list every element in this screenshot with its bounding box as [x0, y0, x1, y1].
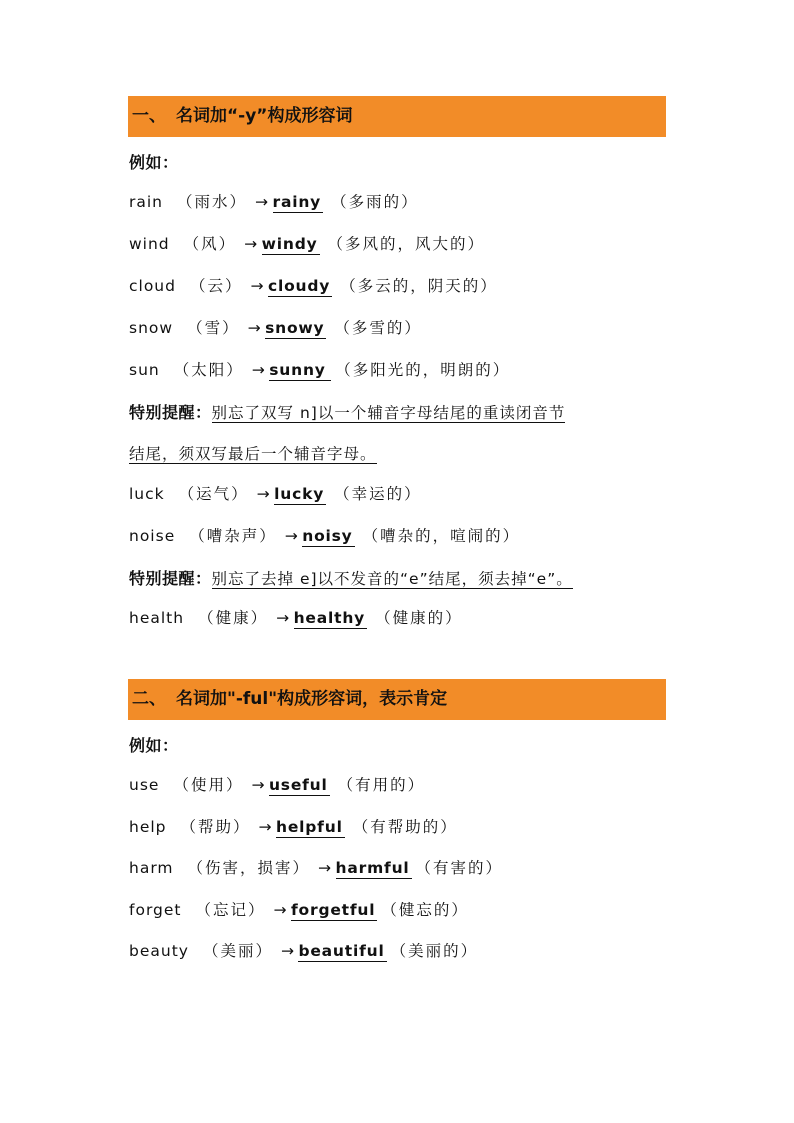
special-tip-1 [129, 400, 565, 423]
word-row [129, 482, 422, 505]
noun-word: cloud [129, 277, 176, 295]
noun-meaning: （嘈杂声） [189, 527, 277, 545]
arrow-icon: → [284, 527, 299, 545]
noun-meaning: （雨水） [177, 193, 248, 211]
word-row [129, 232, 485, 255]
noun-word: harm [129, 859, 174, 877]
special-tip-2 [129, 566, 573, 589]
noun-word: forget [129, 901, 182, 919]
noun-meaning: （雪） [187, 319, 240, 337]
word-row [129, 856, 503, 879]
arrow-icon: → [244, 235, 258, 253]
arrow-icon: → [273, 901, 288, 919]
tip-text: 结尾，须双写最后一个辅音字母。 [129, 445, 377, 463]
section-1-number: 一、 [132, 106, 166, 126]
section-2-header [128, 679, 666, 720]
adjective-meaning: （有帮助的） [352, 818, 458, 836]
adjective-answer: snowy [265, 319, 325, 337]
noun-meaning: （帮助） [180, 818, 251, 836]
noun-meaning: （运气） [178, 485, 249, 503]
noun-word: luck [129, 485, 165, 503]
word-row [129, 606, 463, 629]
tip-text: 别忘了去掉 e]以不发音的“e”结尾，须去掉“e”。 [211, 570, 573, 588]
noun-word: beauty [129, 942, 189, 960]
noun-meaning: （健康） [198, 609, 269, 627]
arrow-icon: → [258, 818, 273, 836]
noun-word: health [129, 609, 185, 627]
word-row [129, 358, 510, 381]
word-row [129, 316, 422, 339]
noun-meaning: （忘记） [195, 901, 266, 919]
noun-word: help [129, 818, 167, 836]
tip-label: 特别提醒： [129, 569, 212, 588]
arrow-icon: → [276, 609, 290, 627]
noun-meaning: （风） [183, 235, 237, 253]
word-row [129, 190, 419, 213]
adjective-meaning: （多风的，风大的） [327, 235, 486, 253]
adjective-answer: rainy [272, 193, 322, 211]
adjective-answer: sunny [269, 361, 331, 381]
tip-text: 别忘了双写 n]以一个辅音字母结尾的重读闭音节 [211, 404, 566, 422]
tip-label: 特别提醒： [129, 403, 212, 422]
adjective-meaning: （有用的） [337, 776, 426, 794]
noun-meaning: （美丽） [202, 942, 273, 960]
adjective-answer: healthy [293, 609, 366, 627]
arrow-icon: → [255, 193, 269, 211]
noun-meaning: （使用） [173, 776, 244, 794]
section-1-header [128, 96, 666, 137]
noun-meaning: （云） [189, 277, 243, 295]
word-row [129, 898, 469, 921]
arrow-icon: → [247, 319, 262, 337]
special-tip-1-continued [129, 442, 377, 464]
adjective-meaning: （美丽的） [390, 942, 479, 960]
arrow-icon: → [318, 859, 332, 877]
arrow-icon: → [250, 277, 264, 295]
adjective-answer: cloudy [268, 277, 331, 295]
adjective-meaning: （健康的） [375, 609, 463, 627]
noun-meaning: （太阳） [173, 361, 244, 379]
adjective-meaning: （有害的） [415, 859, 504, 877]
section-1-example-label: 例如： [129, 153, 179, 172]
adjective-meaning: （多雨的） [331, 193, 419, 211]
noun-word: snow [129, 319, 174, 337]
noun-word: rain [129, 193, 164, 211]
adjective-answer: useful [268, 776, 328, 794]
arrow-icon: → [256, 485, 271, 503]
noun-meaning: （伤害，损害） [187, 859, 311, 877]
arrow-icon: → [251, 361, 266, 379]
adjective-answer: windy [261, 235, 318, 253]
adjective-answer: beautiful [298, 942, 385, 960]
adjective-answer: lucky [274, 485, 325, 503]
section-2-example-label: 例如： [129, 736, 179, 755]
noun-word: sun [129, 361, 160, 379]
adjective-meaning: （幸运的） [334, 485, 422, 503]
adjective-meaning: （多雪的） [334, 319, 422, 337]
adjective-meaning: （多云的，阴天的） [340, 277, 498, 295]
arrow-icon: → [280, 942, 295, 960]
arrow-icon: → [251, 776, 265, 794]
section-1-title: 名词加“-y”构成形容词 [176, 106, 353, 126]
adjective-answer: harmful [336, 859, 412, 879]
word-row [129, 939, 478, 962]
noun-word: noise [129, 527, 176, 545]
noun-word: wind [129, 235, 170, 253]
adjective-meaning: （健忘的） [381, 901, 469, 919]
word-row [129, 274, 498, 297]
adjective-answer: helpful [276, 818, 343, 836]
adjective-meaning: （嘈杂的，喧闹的） [362, 527, 521, 545]
word-row [129, 773, 425, 796]
word-row [129, 815, 458, 838]
section-2-number: 二、 [132, 689, 166, 709]
noun-word: use [129, 776, 160, 794]
adjective-answer: forgetful [291, 901, 376, 919]
adjective-meaning: （多阳光的，明朗的） [335, 361, 511, 379]
word-row [129, 524, 520, 547]
section-2-title: 名词加"-ful"构成形容词，表示肯定 [176, 689, 448, 709]
adjective-answer: noisy [302, 527, 353, 545]
